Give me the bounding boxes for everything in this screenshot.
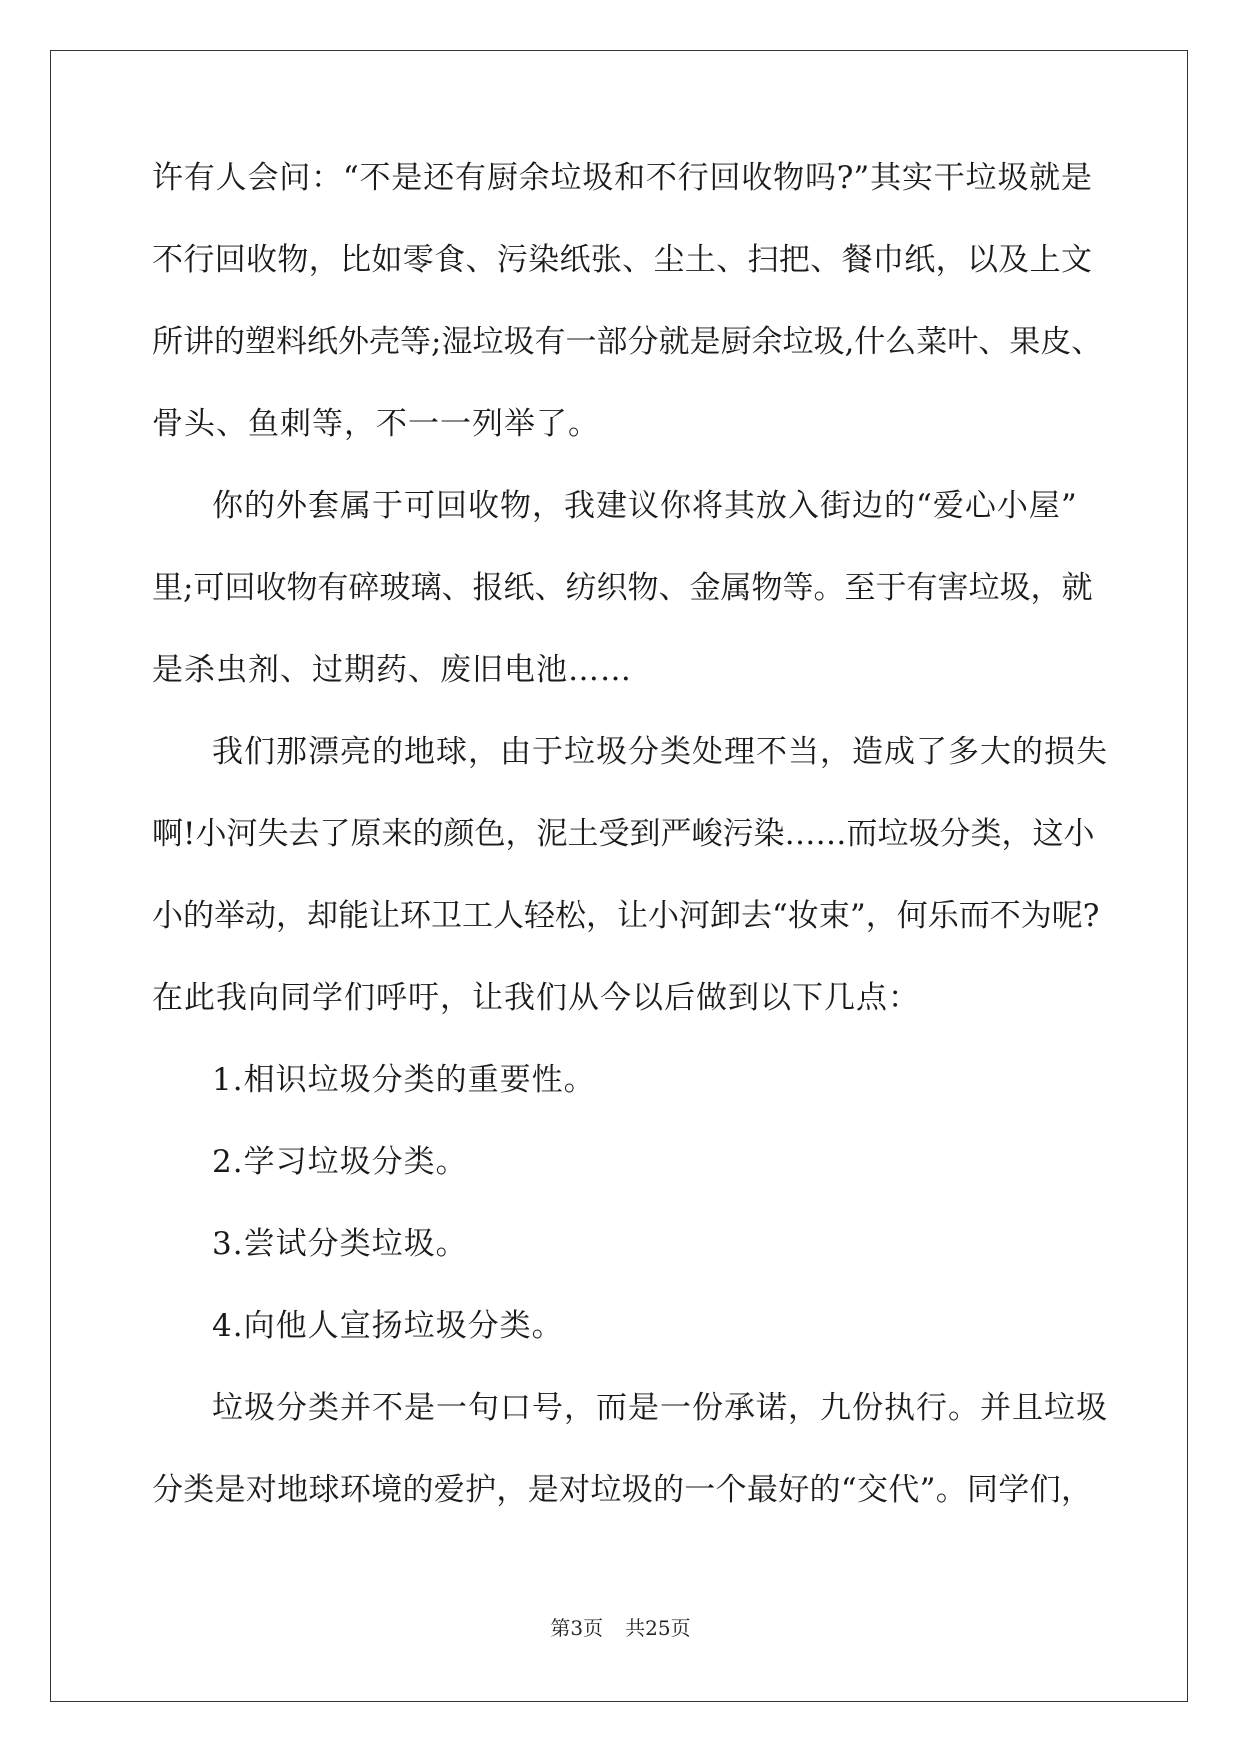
list-item: 2.学习垃圾分类。 xyxy=(212,1144,468,1180)
text-line: 分类是对地球环境的爱护，是对垃圾的一个最好的“交代”。同学们， xyxy=(152,1472,1092,1508)
page-border xyxy=(50,50,1188,1702)
list-item: 3.尝试分类垃圾。 xyxy=(212,1226,468,1262)
text-line: 啊!小河失去了原来的颜色，泥土受到严峻污染……而垃圾分类，这小 xyxy=(152,816,1095,852)
text-line: 不行回收物，比如零食、污染纸张、尘土、扫把、餐巾纸，以及上文 xyxy=(152,242,1092,278)
page-number: 第3页 xyxy=(550,1616,604,1640)
list-item: 1.相识垃圾分类的重要性。 xyxy=(212,1062,596,1098)
text-line: 在此我向同学们呼吁，让我们从今以后做到以下几点： xyxy=(152,980,920,1016)
page-footer xyxy=(0,1616,1241,1640)
text-line: 所讲的塑料纸外壳等;湿垃圾有一部分就是厨余垃圾,什么菜叶、果皮、 xyxy=(152,324,1103,360)
paragraph-start-line: 你的外套属于可回收物，我建议你将其放入街边的“爱心小屋” xyxy=(212,488,1078,524)
paragraph-start-line: 我们那漂亮的地球，由于垃圾分类处理不当，造成了多大的损失 xyxy=(212,734,1108,770)
page-total: 共25页 xyxy=(625,1616,691,1640)
text-line: 小的举动，却能让环卫工人轻松，让小河卸去“妆束”，何乐而不为呢? xyxy=(152,898,1100,934)
text-line: 骨头、鱼刺等，不一一列举了。 xyxy=(152,406,600,442)
paragraph-start-line: 垃圾分类并不是一句口号，而是一份承诺，九份执行。并且垃圾 xyxy=(212,1390,1108,1426)
list-item: 4.向他人宣扬垃圾分类。 xyxy=(212,1308,564,1344)
text-line: 是杀虫剂、过期药、废旧电池…… xyxy=(152,652,632,688)
text-line: 里;可回收物有碎玻璃、报纸、纺织物、金属物等。至于有害垃圾，就 xyxy=(152,570,1093,606)
text-line: 许有人会问：“不是还有厨余垃圾和不行回收物吗?”其实干垃圾就是 xyxy=(152,160,1092,196)
